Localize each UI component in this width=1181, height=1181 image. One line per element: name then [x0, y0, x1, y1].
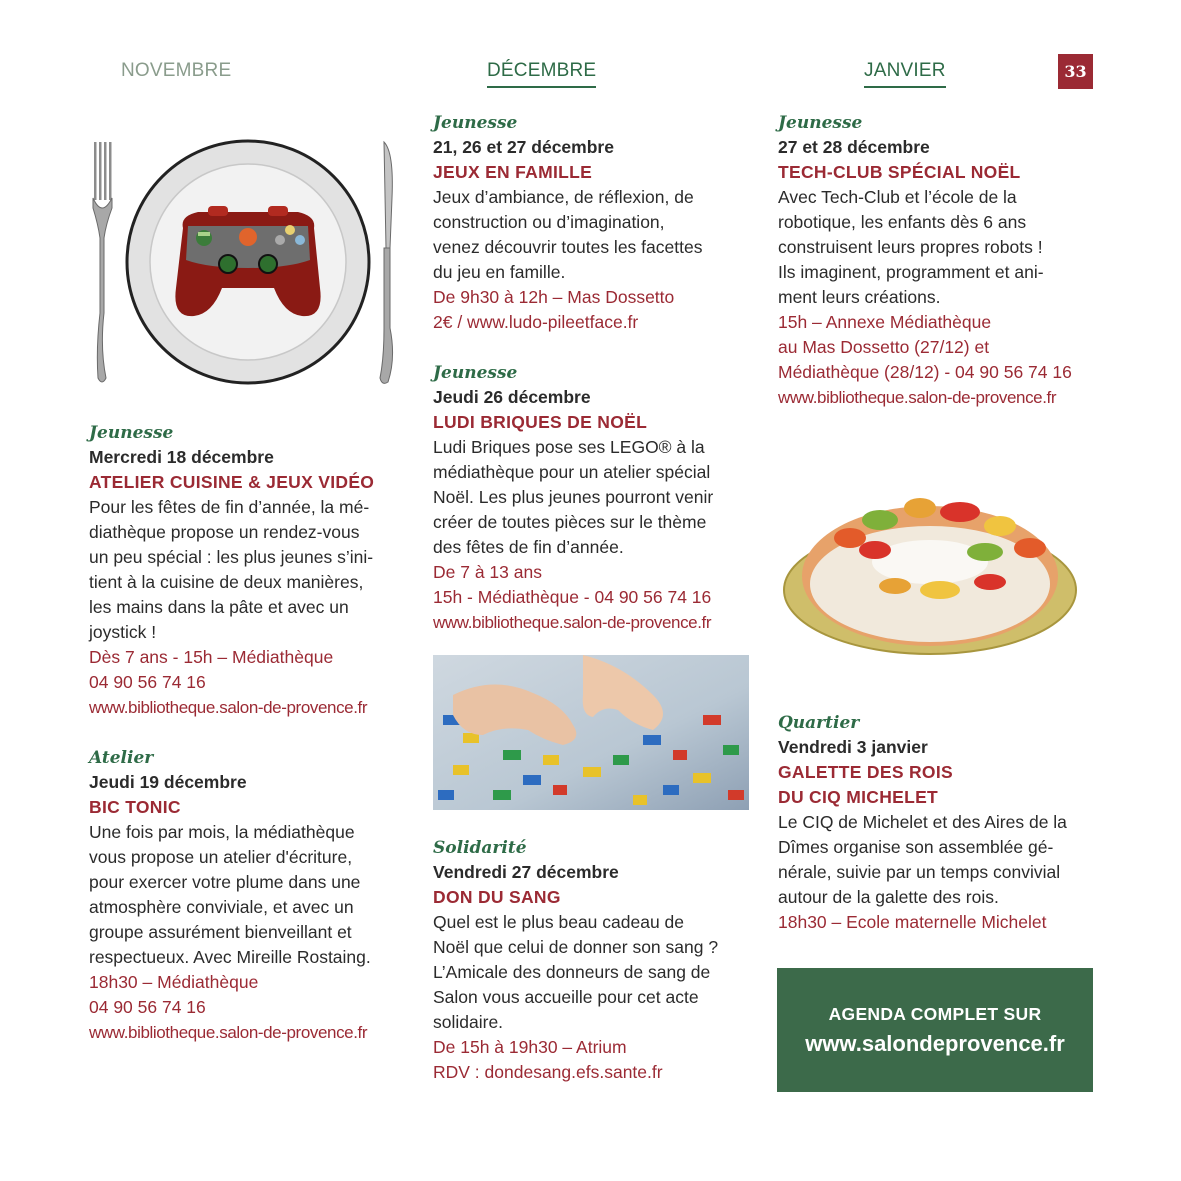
event-link[interactable]: www.bibliotheque.salon-de-provence.fr	[433, 613, 712, 632]
event-date: 27 et 28 décembre	[778, 137, 930, 157]
month-november: NOVEMBRE	[121, 60, 232, 81]
event-category: Jeunesse	[89, 423, 174, 443]
knife-icon	[380, 142, 393, 383]
event-info: De 7 à 13 ans 15h - Médiathèque - 04 90 56 74 16	[433, 562, 712, 607]
event-category: Solidarité	[433, 838, 527, 858]
galette-photo	[780, 478, 1092, 660]
event-description: Quel est le plus beau cadeau de Noël que celui de donner son sang ? L’Amicale des donneurs de sang de Salon vous accueille pour cet acte solidaire.	[433, 912, 719, 1032]
event-ludi-briques	[433, 361, 763, 635]
event-date: Vendredi 27 décembre	[433, 862, 619, 882]
event-info: Dès 7 ans - 15h – Médiathèque 04 90 56 74 16	[89, 647, 334, 692]
event-description: Une fois par mois, la médiathèque vous propose un atelier d'écriture, pour exercer votre plume dans une atmosphère conviviale, et avec un groupe assurément bienveillant et respectueux. Avec Mireille Rostaing.	[89, 822, 371, 967]
event-description: Le CIQ de Michelet et des Aires de la Dîmes organise son assemblée gé- nérale, suivie par un temps convivial autour de la galette des rois.	[778, 812, 1067, 907]
event-title: JEUX EN FAMILLE	[433, 162, 593, 182]
event-title: BIC TONIC	[89, 797, 181, 817]
event-link[interactable]: www.bibliotheque.salon-de-provence.fr	[89, 1023, 368, 1042]
event-date: Mercredi 18 décembre	[89, 447, 274, 467]
event-date: 21, 26 et 27 décembre	[433, 137, 614, 157]
month-january: JANVIER	[864, 60, 946, 88]
plate-controller-illustration	[88, 138, 406, 388]
event-bic-tonic	[89, 746, 419, 1045]
event-title: ATELIER CUISINE & JEUX VIDÉO	[89, 472, 375, 492]
agenda-banner[interactable]	[777, 968, 1093, 1092]
month-december: DÉCEMBRE	[487, 60, 596, 88]
event-category: Jeunesse	[433, 113, 518, 133]
event-info: De 9h30 à 12h – Mas Dossetto 2€ / www.ludo-pileetface.fr	[433, 287, 675, 332]
event-info: 18h30 – Médiathèque 04 90 56 74 16	[89, 972, 259, 1017]
event-description: Pour les fêtes de fin d’année, la mé- diathèque propose un rendez-vous un peu spécial : les plus jeunes s’ini- tient à la cuisine de deux manières, les mains dans la pâte et avec un joystick !	[89, 497, 374, 642]
event-description: Avec Tech-Club et l’école de la robotique, les enfants dès 6 ans construisent leurs propres robots ! Ils imaginent, programment et ani- ment leurs créations.	[778, 187, 1044, 307]
event-tech-club	[778, 111, 1108, 410]
event-link[interactable]: www.bibliotheque.salon-de-provence.fr	[89, 698, 368, 717]
event-category: Atelier	[89, 748, 154, 768]
event-atelier-cuisine	[89, 421, 419, 720]
event-category: Jeunesse	[433, 363, 518, 383]
event-jeux-en-famille	[433, 111, 763, 335]
fork-icon	[93, 142, 112, 382]
event-title: TECH-CLUB SPÉCIAL NOËL	[778, 162, 1021, 182]
lego-bricks-photo	[433, 655, 749, 810]
event-date: Jeudi 26 décembre	[433, 387, 591, 407]
agenda-label: AGENDA COMPLET SUR	[828, 1004, 1042, 1024]
event-title: DON DU SANG	[433, 887, 561, 907]
event-info: 15h – Annexe Médiathèque au Mas Dossetto (27/12) et Médiathèque (28/12) - 04 90 56 74 16	[778, 312, 1072, 382]
event-category: Jeunesse	[778, 113, 863, 133]
event-title: GALETTE DES ROIS DU CIQ MICHELET	[778, 762, 953, 807]
event-galette-des-rois	[778, 711, 1108, 935]
event-link[interactable]: www.bibliotheque.salon-de-provence.fr	[778, 388, 1057, 407]
agenda-website-link[interactable]: www.salondeprovence.fr	[805, 1031, 1065, 1056]
event-info: 18h30 – Ecole maternelle Michelet	[778, 912, 1047, 932]
event-don-du-sang	[433, 836, 763, 1085]
page-number: 33	[1058, 54, 1093, 89]
event-title: LUDI BRIQUES DE NOËL	[433, 412, 648, 432]
event-description: Ludi Briques pose ses LEGO® à la médiathèque pour un atelier spécial Noël. Les plus jeunes pourront venir créer de toutes pièces sur le thème des fêtes de fin d’année.	[433, 437, 714, 557]
event-date: Vendredi 3 janvier	[778, 737, 928, 757]
event-category: Quartier	[778, 713, 860, 733]
event-info: De 15h à 19h30 – Atrium RDV : dondesang.efs.sante.fr	[433, 1037, 663, 1082]
event-description: Jeux d’ambiance, de réflexion, de construction ou d’imagination, venez découvrir toutes les facettes du jeu en famille.	[433, 187, 703, 282]
event-date: Jeudi 19 décembre	[89, 772, 247, 792]
